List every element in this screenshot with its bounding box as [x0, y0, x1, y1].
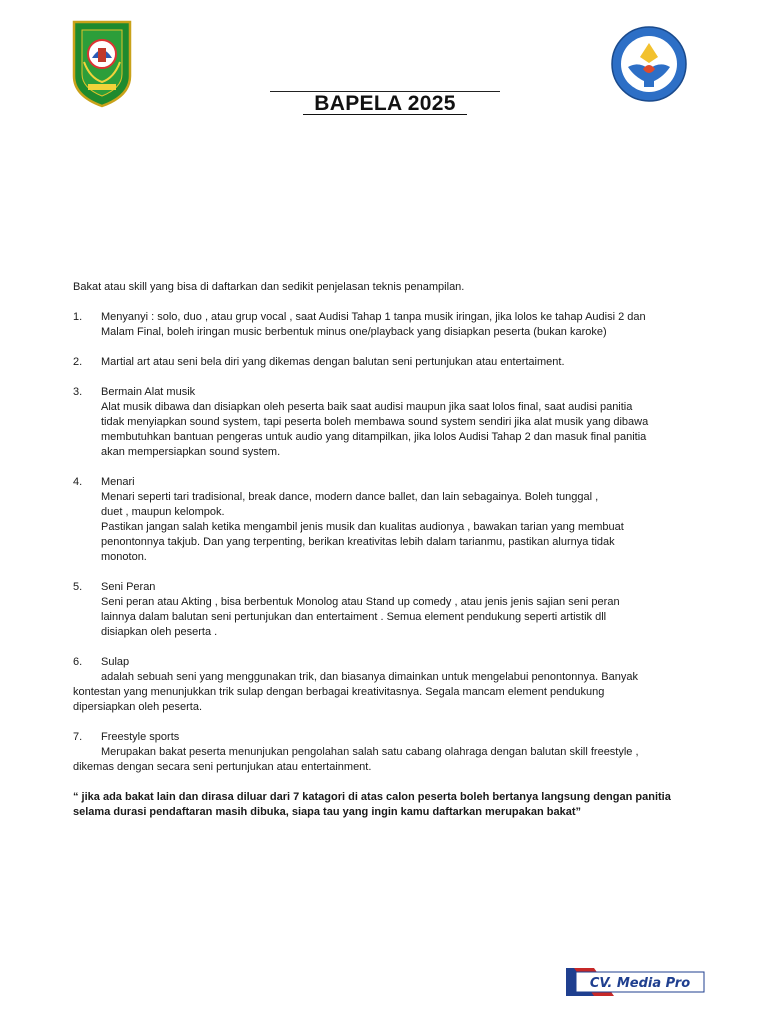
item-line: penontonnya takjub. Dan yang terpenting, berikan kreativitas lebih dalam tarianmu, pastikan alurnya tidak	[101, 536, 615, 548]
item-title: Martial art atau seni bela diri yang dikemas dengan balutan seni pertunjukan atau entertaiment.	[101, 356, 565, 368]
item-title: Menyanyi : solo, duo , atau grup vocal , saat Audisi Tahap 1 tanpa musik iringan, jika lolos ke tahap Audisi 2 dan	[101, 311, 646, 323]
tut-wuri-handayani-logo	[610, 25, 688, 103]
item-line: Alat musik dibawa dan disiapkan oleh peserta baik saat audisi maupun jika saat lolos final, saat audisi panitia	[101, 401, 633, 413]
page-title: BAPELA 2025	[270, 92, 500, 116]
item-line: tidak menyiapkan sound system, tapi peserta boleh membawa sound system sendiri jika alat musik yang dibawa	[101, 416, 649, 428]
item-number: 4.	[73, 476, 83, 488]
item-number: 1.	[73, 311, 83, 323]
item-line: duet , maupun kelompok.	[101, 506, 225, 518]
item-title: Bermain Alat musik	[101, 386, 196, 398]
item-line: Pastikan jangan salah ketika mengambil jenis musik dan kualitas audionya , bawakan tarian yang membuat	[101, 521, 624, 533]
item-line: Malam Final, boleh iringan music berbentuk minus one/playback yang disiapkan peserta (bukan karoke)	[101, 326, 607, 338]
item-line: adalah sebuah seni yang menggunakan trik, dan biasanya dimainkan untuk mengelabui penontonnya. Banyak	[101, 671, 638, 683]
item-title: Freestyle sports	[101, 731, 180, 743]
item-line: lainnya dalam balutan seni pertunjukan dan entertaiment . Semua element pendukung seperti artistik dll	[101, 611, 607, 623]
item-line: Merupakan bakat peserta menunjukan pengolahan salah satu cabang olahraga dengan balutan skill freestyle ,	[101, 746, 639, 758]
list-item	[73, 730, 703, 775]
item-title: Seni Peran	[101, 581, 156, 593]
list-item	[73, 355, 703, 370]
item-number: 3.	[73, 386, 83, 398]
list-item	[73, 580, 703, 640]
footer-logo-text: CV. Media Pro	[589, 976, 691, 991]
intro-text: Bakat atau skill yang bisa di daftarkan dan sedikit penjelasan teknis penampilan.	[73, 281, 465, 293]
item-line: kontestan yang menunjukkan trik sulap dengan berbagai kreativitasnya. Segala mancam element pendukung	[73, 686, 605, 698]
media-pro-logo	[566, 968, 706, 996]
item-title: Menari	[101, 476, 135, 488]
closing-note: selama durasi pendaftaran masih dibuka, siapa tau yang ingin kamu daftarkan merupakan bakat”	[73, 806, 581, 818]
document-body	[73, 280, 703, 820]
item-line: dipersiapkan oleh peserta.	[73, 701, 203, 713]
item-number: 5.	[73, 581, 83, 593]
list-item	[73, 385, 703, 460]
item-number: 2.	[73, 356, 83, 368]
regional-emblem-logo	[70, 18, 134, 108]
item-number: 6.	[73, 656, 83, 668]
item-line: disiapkan oleh peserta .	[101, 626, 218, 638]
item-line: dikemas dengan secara seni pertunjukan atau entertainment.	[73, 761, 372, 773]
item-line: Seni peran atau Akting , bisa berbentuk Monolog atau Stand up comedy , atau jenis jenis sajian seni peran	[101, 596, 620, 608]
item-line: Menari seperti tari tradisional, break dance, modern dance ballet, dan lain sebagainya. Boleh tunggal ,	[101, 491, 599, 503]
list-item	[73, 475, 703, 565]
closing-note: “ jika ada bakat lain dan dirasa diluar dari 7 katagori di atas calon peserta boleh bertanya langsung dengan panitia	[73, 791, 671, 803]
item-line: monoton.	[101, 551, 147, 563]
list-item	[73, 655, 703, 715]
list-item	[73, 310, 703, 340]
item-line: akan mempersiapkan sound system.	[101, 446, 281, 458]
item-number: 7.	[73, 731, 83, 743]
item-title: Sulap	[101, 656, 130, 668]
item-line: membutuhkan bantuan pengeras untuk audio yang ditampilkan, jika lolos Audisi Tahap 2 dan masuk final panitia	[101, 431, 647, 443]
